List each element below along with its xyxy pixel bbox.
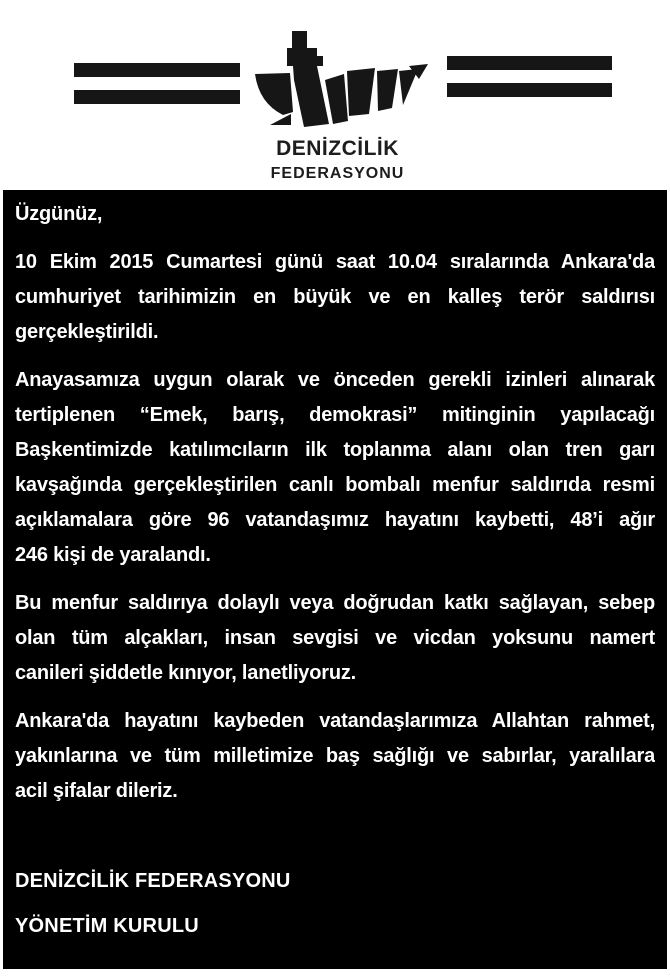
text-line: 246 kişi de yaralandı. <box>15 544 211 566</box>
text-line: Anayasamıza uygun olarak ve önceden gerekli izinleri alınarak <box>15 369 655 391</box>
rule-bar <box>447 83 612 97</box>
paragraph <box>15 586 655 691</box>
header-double-rule-left <box>74 63 240 104</box>
text-line: Bu menfur saldırıya dolaylı veya doğrudan katkı sağlayan, sebep <box>15 592 655 614</box>
header-double-rule-right <box>447 56 612 97</box>
paragraph <box>15 704 655 809</box>
federation-name-line1: DENİZCİLİK <box>276 137 399 160</box>
signature-line: YÖNETİM KURULU <box>15 915 199 937</box>
announcement-message-box <box>3 190 667 969</box>
text-line: yakınlarına ve tüm milletimize baş sağlığı ve sabırlar, yaralılara <box>15 745 655 767</box>
federation-name-line2: FEDERASYONU <box>270 165 405 182</box>
federation-name <box>245 137 430 183</box>
text-line: Başkentimizde katılımcıların ilk toplanma alanı olan tren garı <box>15 439 655 461</box>
text-line: tertiplenen “Emek, barış, demokrasi” mitinginin yapılacağı <box>15 404 655 426</box>
paragraph <box>15 363 655 573</box>
text-line: canileri şiddetle kınıyor, lanetliyoruz. <box>15 662 357 684</box>
paragraph <box>15 197 655 232</box>
text-line: Üzgünüz, <box>15 203 103 225</box>
rule-bar <box>74 63 240 77</box>
signature-line: DENİZCİLİK FEDERASYONU <box>15 870 291 892</box>
abstract-ship-logo-icon <box>245 28 430 138</box>
text-line: 10 Ekim 2015 Cumartesi günü saat 10.04 sıralarında Ankara'da <box>15 251 655 273</box>
paragraph <box>15 245 655 350</box>
text-line: Ankara'da hayatını kaybeden vatandaşlarımıza Allahtan rahmet, <box>15 710 655 732</box>
message-paragraphs <box>15 197 655 809</box>
text-line: açıklamalara göre 96 vatandaşımız hayatını kaybetti, 48’i ağır <box>15 509 655 531</box>
text-line: gerçekleştirildi. <box>15 321 159 343</box>
text-line: kavşağında gerçekleştirilen canlı bombalı menfur saldırıda resmi <box>15 474 655 496</box>
rule-bar <box>447 56 612 70</box>
text-line: olan tüm alçakları, insan sevgisi ve vicdan yoksunu namert <box>15 627 655 649</box>
rule-bar <box>74 90 240 104</box>
signature-block <box>15 864 655 944</box>
text-line: acil şifalar dileriz. <box>15 780 178 802</box>
text-line: cumhuriyet tarihimizin en büyük ve en kalleş terör saldırısı <box>15 286 655 308</box>
